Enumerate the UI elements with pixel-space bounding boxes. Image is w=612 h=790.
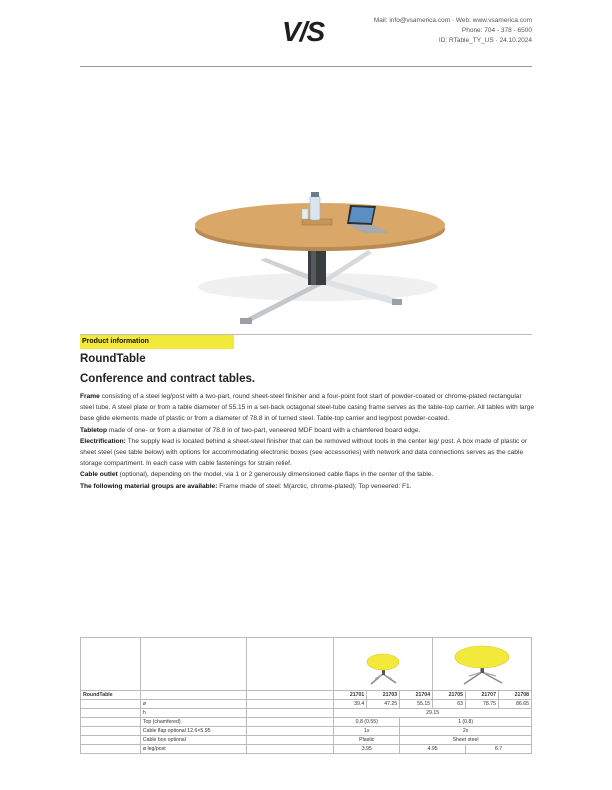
table-row: Top (chamfered) 0.8 (0.55) 1 (0.8): [81, 718, 532, 727]
frame-paragraph: Frame consisting of a steel leg/post with a two-part, round sheet-steel finisher and a four-point foot start of powder-coated or chrome-plated rectangular steel tube. A steel plate or from a table diameter of 55.15 in a set-back octagonal steel-tube casing frame serves as the table-top carrier. All tables with large base glide elements made of plastic or from a diameter of 78.8 in of turned steel. Table-top carrier and leg/post powder-coated.: [80, 393, 535, 423]
product-title: RoundTable: [80, 353, 146, 365]
materials-paragraph: The following material groups are available: Frame made of steel: M(arctic, chrome-plated); Top veneered: F1.: [80, 482, 412, 490]
table-row: ø leg/post 3.95 4.95 6.7: [81, 745, 532, 754]
contact-phone: Phone: 704 - 378 - 6500: [461, 27, 532, 34]
electrification-paragraph: Electrification: The supply lead is located behind a sheet-steel finisher that can be removed without tools in the center leg/ post. A box made of plastic or sheet steel (see table below) with options for accommodating electronic boxes (see accessories) with network and data connections serves as the cable storage compartment. In each case with cable fastenings for strain relief.: [80, 437, 528, 468]
large-table-image: [433, 638, 532, 691]
vs-logo: V/S: [282, 16, 325, 47]
contact-mail-web: Mail: info@vsamerica.com · Web: www.vsamerica.com: [373, 17, 532, 24]
table-row: Cable box optional Plastic Sheet steel: [81, 736, 532, 745]
table-row: RoundTable 21701 21703 21704 21705 21707 21708: [81, 691, 532, 700]
product-photo: [140, 75, 470, 333]
spec-table: [80, 637, 532, 754]
table-row: ø 39.4 47.25 55.15 63 78.75 86.65: [81, 700, 532, 709]
header-divider: [80, 66, 532, 67]
table-row: h 29.15: [81, 709, 532, 718]
small-table-image: [334, 638, 433, 691]
tabletop-paragraph: Tabletop made of one- or from a diameter of 78.8 in of two-part, veneered MDF board with a chamfered board edge.: [80, 426, 421, 434]
cable-paragraph: Cable outlet (optional), depending on the model, via 1 or 2 generously dimensioned cable flaps in the center of the table.: [80, 471, 434, 479]
section-label: Product information: [80, 335, 234, 349]
contact-info: [374, 16, 532, 46]
product-description: [80, 391, 535, 492]
document-id: ID: RTable_TY_US · 24.10.2024: [438, 37, 532, 44]
product-subtitle: Conference and contract tables.: [80, 373, 256, 385]
table-row: Cable flap optional 12.6×5.95 1x 2x: [81, 727, 532, 736]
